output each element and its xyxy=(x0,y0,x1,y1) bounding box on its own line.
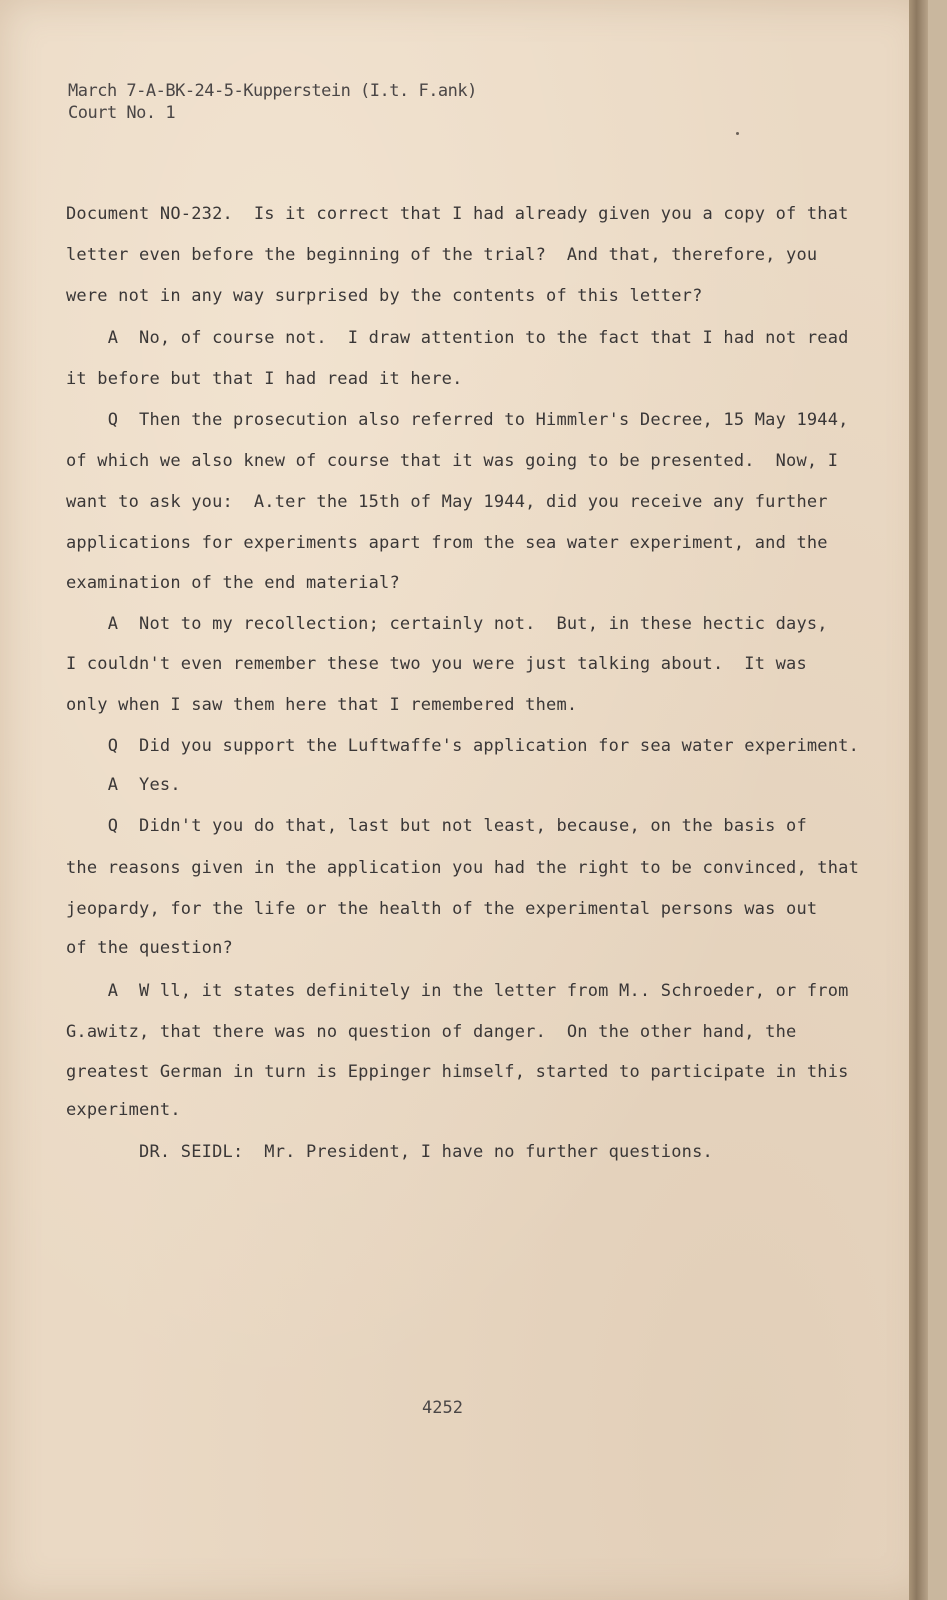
text-line: DR. SEIDL: Mr. President, I have no further questions. xyxy=(66,1142,713,1162)
text-line: A Yes. xyxy=(66,775,181,795)
text-line: want to ask you: A.ter the 15th of May 1944, did you receive any further xyxy=(66,492,828,512)
text-line: of the question? xyxy=(66,938,233,958)
header-line-2: Court No. 1 xyxy=(68,103,176,123)
text-line: G.awitz, that there was no question of danger. On the other hand, the xyxy=(66,1022,797,1042)
text-line: Q Did you support the Luftwaffe's application for sea water experiment. xyxy=(66,736,860,756)
text-line: Q Didn't you do that, last but not least, because, on the basis of xyxy=(66,816,807,836)
page-edge xyxy=(909,0,928,1600)
text-line: Document NO-232. Is it correct that I had already given you a copy of that xyxy=(66,204,849,224)
text-line: it before but that I had read it here. xyxy=(66,369,463,389)
text-line: A W ll, it states definitely in the letter from M.. Schroeder, or from xyxy=(66,981,849,1001)
text-line: Q Then the prosecution also referred to Himmler's Decree, 15 May 1944, xyxy=(66,410,849,430)
text-line: applications for experiments apart from the sea water experiment, and the xyxy=(66,533,828,553)
text-line: of which we also knew of course that it was going to be presented. Now, I xyxy=(66,451,839,471)
text-line: the reasons given in the application you had the right to be convinced, that xyxy=(66,858,860,878)
document-header xyxy=(68,80,477,124)
page-number: 4252 xyxy=(422,1398,463,1418)
text-line: greatest German in turn is Eppinger himself, started to participate in this xyxy=(66,1062,849,1082)
paper-speck xyxy=(736,132,739,135)
text-line: experiment. xyxy=(66,1100,181,1120)
text-line: I couldn't even remember these two you were just talking about. It was xyxy=(66,654,807,674)
text-line: letter even before the beginning of the trial? And that, therefore, you xyxy=(66,245,818,265)
text-line: were not in any way surprised by the contents of this letter? xyxy=(66,286,703,306)
text-line: only when I saw them here that I remembered them. xyxy=(66,695,578,715)
header-line-1: March 7-A-BK-24-5-Kupperstein (I.t. F.ank) xyxy=(68,81,477,101)
text-line: A Not to my recollection; certainly not. But, in these hectic days, xyxy=(66,614,828,634)
text-line: examination of the end material? xyxy=(66,573,400,593)
text-line: jeopardy, for the life or the health of the experimental persons was out xyxy=(66,899,818,919)
text-line: A No, of course not. I draw attention to the fact that I had not read xyxy=(66,328,849,348)
